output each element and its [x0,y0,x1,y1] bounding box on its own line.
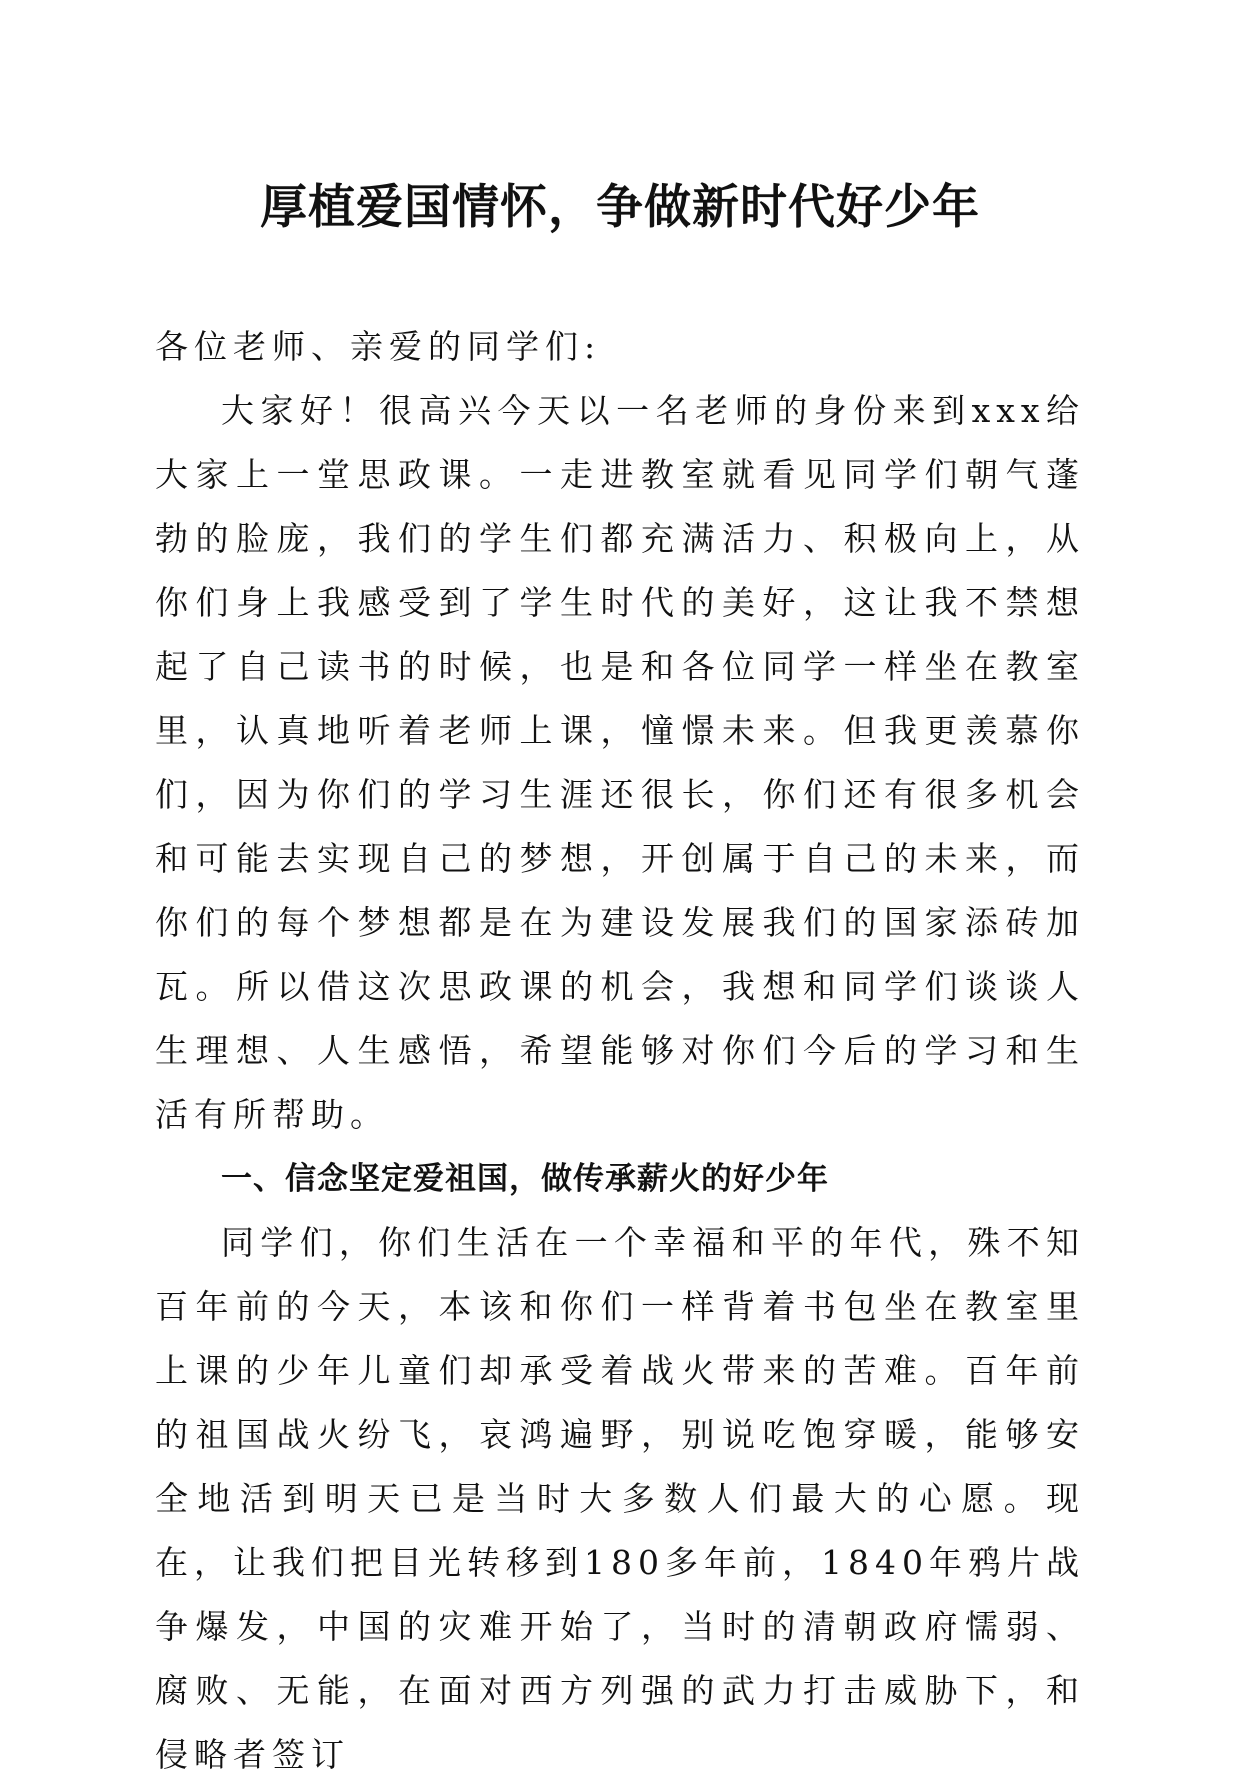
section-heading: 一、信念坚定爱祖国，做传承薪火的好少年 [221,1161,829,1197]
document-body [155,315,1085,1787]
paragraph-intro: 大家好！很高兴今天以一名老师的身份来到xxx给大家上一堂思政课。一走进教室就看见同学们朝气蓬勃的脸庞，我们的学生们都充满活力、积极向上，从你们身上我感受到了学生时代的美好，这让我不禁想起了自己读书的时候，也是和各位同学一样坐在教室里，认真地听着老师上课，憧憬未来。但我更羡慕你们，因为你们的学习生涯还很长，你们还有很多机会和可能去实现自己的梦想，开创属于自己的未来，而你们的每个梦想都是在为建设发展我们的国家添砖加瓦。所以借这次思政课的机会，我想和同学们谈谈人生理想、人生感悟，希望能够对你们今后的学习和生活有所帮助。 [155,391,1085,1134]
paragraph-history: 同学们，你们生活在一个幸福和平的年代，殊不知百年前的今天，本该和你们一样背着书包坐在教室里上课的少年儿童们却承受着战火带来的苦难。百年前的祖国战火纷飞，哀鸿遍野，别说吃饱穿暖，能够安全地活到明天已是当时大多数人们最大的心愿。现在，让我们把目光转移到180多年前，1840年鸦片战争爆发，中国的灾难开始了，当时的清朝政府懦弱、腐败、无能，在面对西方列强的武力打击威胁下，和侵略者签订 [155,1223,1085,1774]
salutation: 各位老师、亲爱的同学们: [155,327,602,366]
document-title: 厚植爱国情怀，争做新时代好少年 [260,180,980,235]
